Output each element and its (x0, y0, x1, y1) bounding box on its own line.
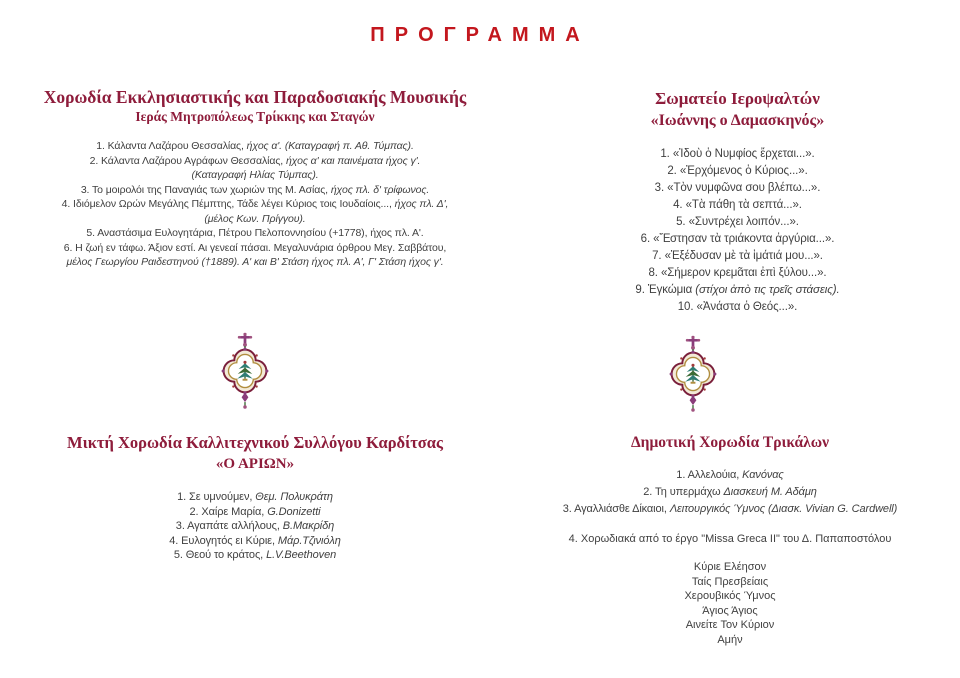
page-title: ΠΡΟΓΡΑΜΜΑ (370, 24, 590, 46)
list-item: 10. «Ἀνάστα ὁ Θεός...». (677, 301, 798, 313)
section-municipal-choir (515, 432, 945, 647)
section-heading: Σωματείο Ιεροψαλτών (655, 89, 820, 108)
list-item: 7. «Ἐξέδυσαν μὲ τὰ ἱμάτιά μου...». (652, 250, 823, 262)
section-heading: Δημοτική Χορωδία Τρικάλων (630, 434, 830, 451)
list-item: 3. Αγαπάτε αλλήλους, Β.Μακρίδη (175, 520, 335, 532)
section-subheading: «Ο ΑΡΙΩΝ» (215, 456, 295, 472)
program-list-arion (22, 490, 488, 563)
list-item: 4. «Τὰ πάθη τὰ σεπτά...». (673, 199, 802, 211)
list-item: 2. Χαίρε Μαρία, G.Donizetti (189, 505, 321, 518)
byzantine-medallion-icon (211, 332, 279, 410)
list-item: Αινείτε Τον Κύριον (685, 619, 775, 631)
closing-hymn-lines (515, 560, 945, 647)
list-item: Άγιος Άγιος (702, 604, 758, 617)
program-feature-item: 4. Χορωδιακά από το έργο "Missa Greca II" του Δ. Παπαποστόλου (568, 533, 892, 545)
section-subheading: Ιεράς Μητροπόλεως Τρίκκης και Σταγών (135, 109, 375, 124)
list-item: 2. Κάλαντα Λαζάρου Αγράφων Θεσσαλίας, ήχος α' και παινέματα ήχος γ'. (Καταγραφή Ηλίας Τύμπας). (89, 154, 421, 181)
list-item: 1. Κάλαντα Λαζάρου Θεσσαλίας, ήχος α'. (Καταγραφή π. Αθ. Τύμπας). (96, 140, 414, 152)
list-item: 2. Τη υπερμάχω Διασκευή Μ. Αδάμη (643, 486, 817, 498)
list-item: Ταίς Πρεσβείαις (691, 575, 769, 588)
list-item: 5. Θεού το κράτος, L.V.Beethoven (173, 549, 337, 561)
list-item: 3. «Τὸν νυμφῶνα σου βλέπω...». (654, 182, 821, 194)
section-heading: Μικτή Χορωδία Καλλιτεχνικού Συλλόγου Καρδίτσας (67, 433, 443, 452)
list-item: 5. «Συντρέχει λοιπόν...». (676, 216, 799, 228)
program-list-municipal (515, 467, 945, 518)
section-arion-choir (22, 432, 488, 563)
section-heading: Χορωδία Εκκλησιαστικής και Παραδοσιακής Μουσικής (43, 87, 467, 107)
list-item: 5. Αναστάσιμα Ευλογητάρια, Πέτρου Πελοποννησίου (+1778), ήχος πλ. Α'. (86, 227, 424, 239)
list-item: Κύριε Ελέησον (693, 561, 767, 573)
program-list-cantors (545, 146, 930, 316)
program-list-church-choir (22, 139, 488, 270)
list-item: 9. Ἐγκώμια (στίχοι ἀπὸ τις τρεῖς στάσεις). (635, 284, 840, 296)
list-item: 1. Αλλελούια, Κανόνας (676, 469, 784, 481)
list-item: 4. Ιδιόμελον Ωρών Μεγάλης Πέμπτης, Τάδε λέγει Κύριος τοις Ιουδαίοις..., ήχος πλ. Δ', (μέλος Κων. Πρίγγου). (61, 198, 449, 225)
list-item: 4. Ευλογητός ει Κύριε, Μάρ.Τζινιόλη (169, 534, 341, 547)
list-item: 1. «Ἰδοὺ ὁ Νυμφίος ἔρχεται...». (660, 148, 815, 160)
list-item: 3. Αγαλλιάσθε Δίκαιοι, Λειτουργικός Ύμνος (Διασκ. Vivian G. Cardwell) (562, 503, 898, 515)
section-subheading: «Ιωάννης ο Δαμασκηνός» (650, 112, 825, 129)
list-item: 6. «Ἔστησαν τὰ τριάκοντα ἀργύρια...». (640, 233, 835, 245)
section-cantors-association (545, 88, 930, 316)
list-item: 8. «Σήμερον κρεμᾶται ἐπὶ ξύλου...». (648, 267, 827, 279)
list-item: Αμήν (717, 633, 743, 646)
section-church-choir (22, 86, 488, 270)
list-item: 2. «Ἐρχόμενος ὁ Κύριος...». (667, 165, 808, 177)
list-item: 6. Η ζωή εν τάφω. Άξιον εστί. Αι γενεαί πάσαι. Μεγαλυνάρια όρθρου Μεγ. Σαββάτου, μέλος Γεωργίου Ραιδεστηνού (†1889). Α' και Β' Στάση ήχος πλ. Α', Γ' Στάση ήχος γ'. (63, 241, 447, 268)
list-item: 1. Σε υμνούμεν, Θεμ. Πολυκράτη (177, 491, 333, 503)
list-item: Χερουβικός Ύμνος (684, 590, 776, 602)
byzantine-medallion-icon (659, 335, 727, 413)
list-item: 3. Το μοιρολόι της Παναγιάς των χωριών της Μ. Ασίας, ήχος πλ. δ' τρίφωνος. (80, 183, 430, 196)
